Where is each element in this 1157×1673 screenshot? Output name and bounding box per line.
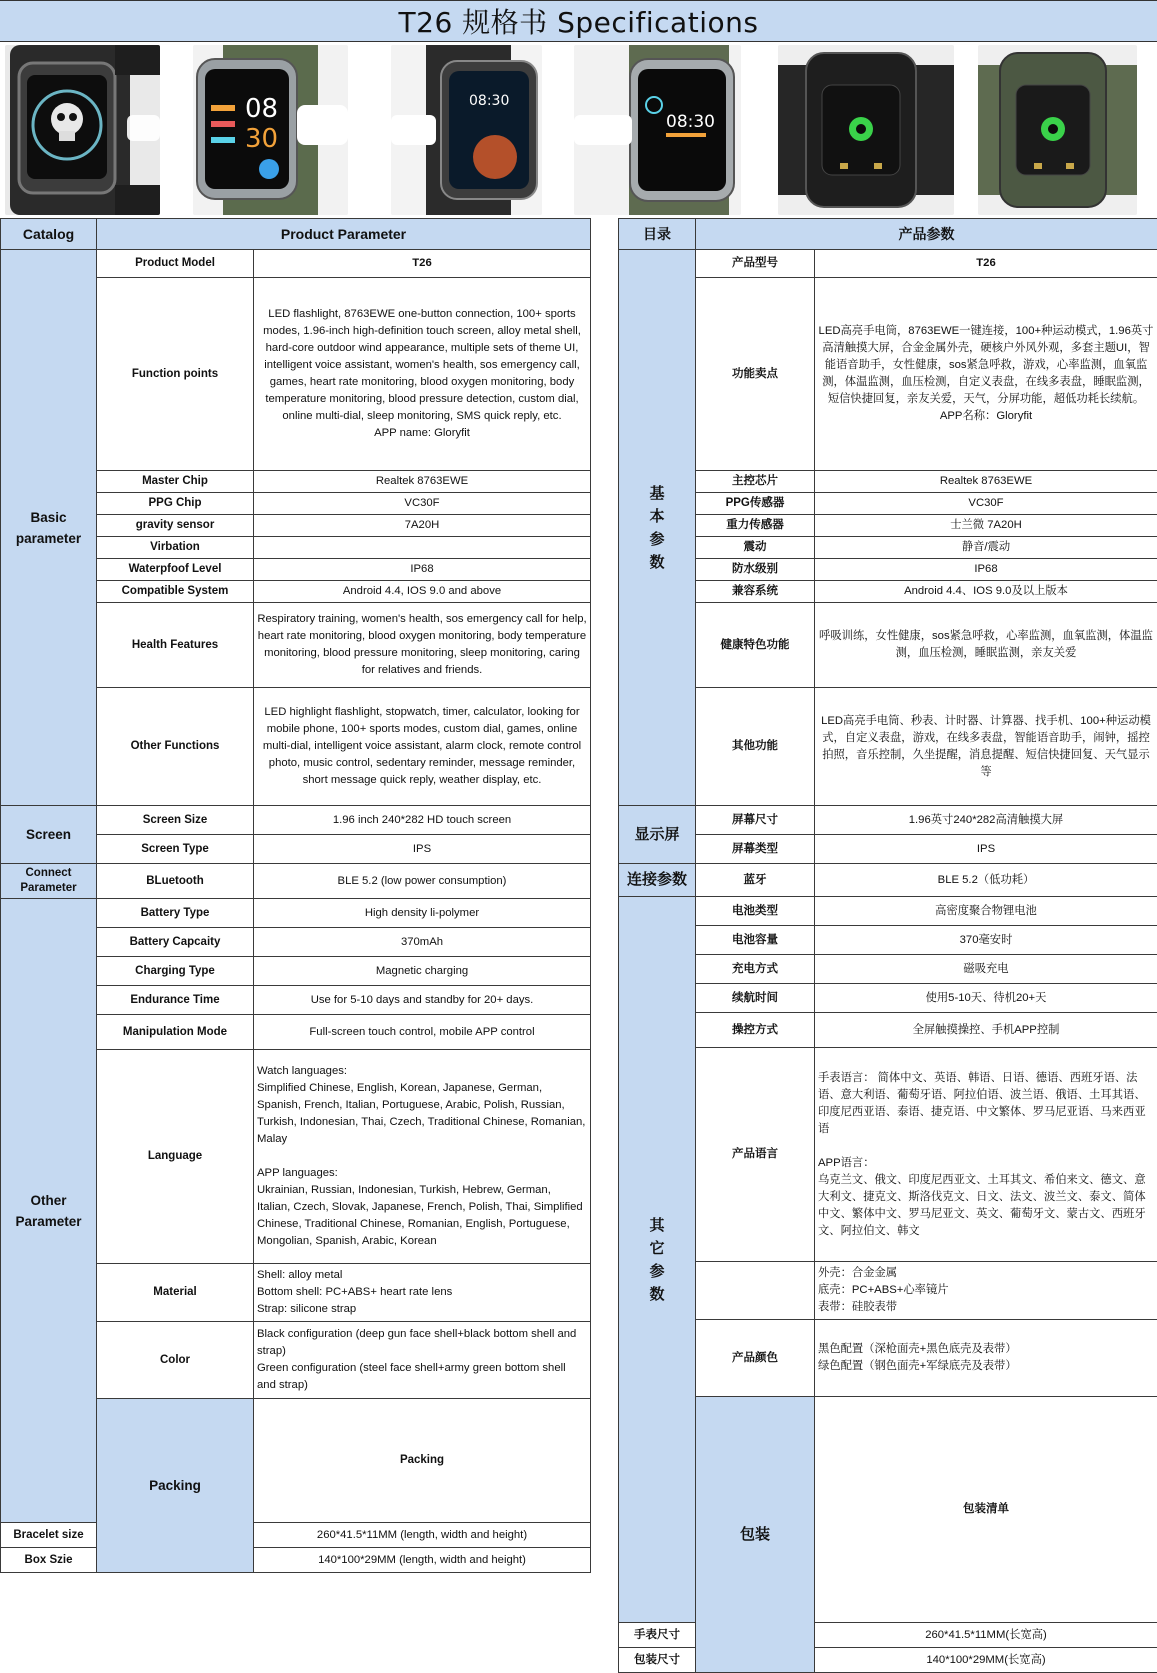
row-label: Virbation xyxy=(97,537,254,559)
row-label: Battery Type xyxy=(97,899,254,928)
category-packing-cn: 包装 xyxy=(696,1397,815,1673)
row-value: 370mAh xyxy=(254,928,591,957)
row-label: 电池容量 xyxy=(696,926,815,955)
watch-photo-green-back xyxy=(978,45,1137,215)
row-value: LED highlight flashlight, stopwatch, timer, calculator, looking for mobile phone, 100+ sports modes, custom dial, games, online multi-dial, intelligent voice assistant, alarm clock, remote control photo, music control, sedentary reminder, message reminder, short message quick reply, weather display, etc. xyxy=(254,688,591,806)
row-value: 手表语言： 简体中文、英语、韩语、日语、德语、西班牙语、法语、意大利语、葡萄牙语、阿拉伯语、波兰语、俄语、土耳其语、印度尼西亚语、泰语、捷克语、中文繁体、罗马尼亚语、马来西亚语 APP语言： 乌克兰文、俄文、印度尼西亚文、土耳其文、希伯来文、德文、意大利文、捷克文、斯洛伐克文、日文、法文、波兰文、泰文、简体中文、繁体中文、罗马尼亚文、英文、葡萄牙文、蒙古文、西班牙文、阿拉伯文、韩文 xyxy=(815,1048,1157,1262)
row-label: 电池类型 xyxy=(696,897,815,926)
row-label: 震动 xyxy=(696,537,815,559)
row-label: 产品颜色 xyxy=(696,1320,815,1397)
row-value: High density li-polymer xyxy=(254,899,591,928)
row-label: Screen Size xyxy=(97,806,254,835)
row-label: Material xyxy=(97,1264,254,1322)
row-label: Function points xyxy=(97,278,254,471)
row-value: 140*100*29MM (length, width and height) xyxy=(254,1548,591,1573)
row-label: gravity sensor xyxy=(97,515,254,537)
page-title: T26 规格书 Specifications xyxy=(0,0,1157,42)
row-value: VC30F xyxy=(815,493,1157,515)
row-value: Black configuration (deep gun face shell+black bottom shell and strap) Green configuration (steel face shell+army green bottom shell and strap) xyxy=(254,1322,591,1399)
row-label: 包装尺寸 xyxy=(619,1648,696,1673)
watch-photo-green-digital xyxy=(193,45,348,215)
spec-table-chinese xyxy=(618,218,1157,1673)
row-value: Watch languages: Simplified Chinese, English, Korean, Japanese, German, Spanish, French, Italian, Portuguese, Arabic, Polish, Russian, Turkish, Indonesian, Thai, Czech, Traditional Chinese, Romanian, Malay APP languages: Ukrainian, Russian, Indonesian, Turkish, Hebrew, German, Italian, Czech, Slovak, Japanese, French, Polish, Thai, Simplified Chinese, Traditional Chinese, Romanian, English, Portuguese, Mongolian, Spanish, Arabic, Korean xyxy=(254,1050,591,1264)
row-label: 主控芯片 xyxy=(696,471,815,493)
row-value: 外壳：合金金属 底壳：PC+ABS+心率镜片 表带：硅胶表带 xyxy=(815,1262,1157,1320)
row-label: 手表尺寸 xyxy=(619,1623,696,1648)
row-label xyxy=(696,1262,815,1320)
row-value: BLE 5.2 (low power consumption) xyxy=(254,864,591,899)
catalog-header: Catalog xyxy=(1,219,97,250)
watch-photo-black-mars xyxy=(391,45,542,215)
row-label: 充电方式 xyxy=(696,955,815,984)
row-value: IP68 xyxy=(815,559,1157,581)
row-value: T26 xyxy=(815,250,1157,278)
spec-table-english xyxy=(0,218,591,1573)
watch-photo-green-hud xyxy=(574,45,741,215)
row-label: 包装清单 xyxy=(815,1397,1157,1623)
row-label: PPG Chip xyxy=(97,493,254,515)
svg-text:08:30: 08:30 xyxy=(666,112,715,132)
product-photo-strip xyxy=(0,42,1157,218)
row-value: Android 4.4、IOS 9.0及以上版本 xyxy=(815,581,1157,603)
row-value: 7A20H xyxy=(254,515,591,537)
row-value: Use for 5-10 days and standby for 20+ days. xyxy=(254,986,591,1015)
row-value: IPS xyxy=(254,835,591,864)
svg-text:08:30: 08:30 xyxy=(469,93,509,109)
row-label: Charging Type xyxy=(97,957,254,986)
row-label: Language xyxy=(97,1050,254,1264)
row-value: IPS xyxy=(815,835,1157,864)
row-label: 屏幕类型 xyxy=(696,835,815,864)
category-screen: Screen xyxy=(1,806,97,864)
row-value: 140*100*29MM(长宽高) xyxy=(815,1648,1157,1673)
row-label: 其他功能 xyxy=(696,688,815,806)
row-label: Master Chip xyxy=(97,471,254,493)
row-label: 健康特色功能 xyxy=(696,603,815,688)
row-label: BLuetooth xyxy=(97,864,254,899)
row-value: LED高亮手电筒、秒表、计时器、计算器、找手机、100+种运动模式，自定义表盘，游戏，在线多表盘，智能语音助手，闹钟，摇控拍照，音乐控制，久坐提醒，消息提醒、短信快捷回复、天气显示等 xyxy=(815,688,1157,806)
row-value: 静音/震动 xyxy=(815,537,1157,559)
row-value: Magnetic charging xyxy=(254,957,591,986)
watch-photo-black-back xyxy=(778,45,954,215)
row-value: Shell: alloy metal Bottom shell: PC+ABS+ heart rate lens Strap: silicone strap xyxy=(254,1264,591,1322)
row-value: 磁吸充电 xyxy=(815,955,1157,984)
row-value: 黑色配置（深枪面壳+黑色底壳及表带） 绿色配置（钢色面壳+军绿底壳及表带） xyxy=(815,1320,1157,1397)
row-label: Waterpfoof Level xyxy=(97,559,254,581)
row-value: 1.96英寸240*282高清触摸大屏 xyxy=(815,806,1157,835)
row-value: 1.96 inch 240*282 HD touch screen xyxy=(254,806,591,835)
row-label: Health Features xyxy=(97,603,254,688)
row-label: Box Szie xyxy=(1,1548,97,1573)
product-parameter-header: Product Parameter xyxy=(97,219,591,250)
row-value: Android 4.4, IOS 9.0 and above xyxy=(254,581,591,603)
row-label: 重力传感器 xyxy=(696,515,815,537)
svg-text:08: 08 xyxy=(245,94,278,124)
row-value: 全屏触摸操控、手机APP控制 xyxy=(815,1013,1157,1048)
row-value: 士兰微 7A20H xyxy=(815,515,1157,537)
category-basic-parameter-cn: 基 本 参 数 xyxy=(619,250,696,806)
row-label: Endurance Time xyxy=(97,986,254,1015)
category-other-parameter: Other Parameter xyxy=(1,899,97,1523)
category-connect-parameter-cn: 连接参数 xyxy=(619,864,696,897)
row-value: Realtek 8763EWE xyxy=(815,471,1157,493)
svg-text:30: 30 xyxy=(245,124,278,154)
product-parameter-header-cn: 产品参数 xyxy=(696,219,1157,250)
row-label: 产品语言 xyxy=(696,1048,815,1262)
row-value: 260*41.5*11MM (length, width and height) xyxy=(254,1523,591,1548)
row-label: Manipulation Mode xyxy=(97,1015,254,1050)
row-label: Battery Capcaity xyxy=(97,928,254,957)
category-packing: Packing xyxy=(97,1399,254,1573)
row-value: 高密度聚合物锂电池 xyxy=(815,897,1157,926)
row-label: Other Functions xyxy=(97,688,254,806)
row-label: PPG传感器 xyxy=(696,493,815,515)
row-value: 呼吸训练，女性健康，sos紧急呼救，心率监测，血氧监测，体温监测，血压检测，睡眠监测，亲友关爱 xyxy=(815,603,1157,688)
row-label: Compatible System xyxy=(97,581,254,603)
row-value: IP68 xyxy=(254,559,591,581)
row-value: Realtek 8763EWE xyxy=(254,471,591,493)
row-value: VC30F xyxy=(254,493,591,515)
category-connect-parameter: Connect Parameter xyxy=(1,864,97,899)
row-value: 370毫安时 xyxy=(815,926,1157,955)
row-value: 260*41.5*11MM(长宽高) xyxy=(815,1623,1157,1648)
row-value: Full-screen touch control, mobile APP control xyxy=(254,1015,591,1050)
row-label: 产品型号 xyxy=(696,250,815,278)
row-value: T26 xyxy=(254,250,591,278)
row-value: LED flashlight, 8763EWE one-button connection, 100+ sports modes, 1.96-inch high-definition touch screen, alloy metal shell, hard-core outdoor wind appearance, multiple sets of theme UI, intelligent voice assistant, women's health, sos emergency call, games, heart rate monitoring, blood oxygen monitoring, body temperature monitoring, blood pressure detection, custom dial, online multi-dial, sleep monitoring, SMS quick reply, etc. APP name: Gloryfit xyxy=(254,278,591,471)
row-label: 蓝牙 xyxy=(696,864,815,897)
row-label: 兼容系统 xyxy=(696,581,815,603)
row-value: Respiratory training, women's health, sos emergency call for help, heart rate monitoring, blood oxygen monitoring, body temperature monitoring, blood pressure monitoring, sleep monitoring, caring for relatives and friends. xyxy=(254,603,591,688)
row-value: BLE 5.2（低功耗） xyxy=(815,864,1157,897)
row-label: Product Model xyxy=(97,250,254,278)
row-value: LED高亮手电筒，8763EWE一键连接，100+种运动模式，1.96英寸高清触摸大屏，合金金属外壳，硬核户外风外观，多套主题UI，智能语音助手，女性健康，sos紧急呼救，游戏，心率监测，血氧监测，体温监测，血压检测，自定义表盘，在线多表盘，睡眠监测，短信快捷回复，亲友关爱，天气，分屏功能，超低功耗长续航。 APP名称：Gloryfit xyxy=(815,278,1157,471)
category-basic-parameter: Basic parameter xyxy=(1,250,97,806)
row-value xyxy=(254,537,591,559)
catalog-header-cn: 目录 xyxy=(619,219,696,250)
row-label: Screen Type xyxy=(97,835,254,864)
row-label: 屏幕尺寸 xyxy=(696,806,815,835)
row-label: 防水级别 xyxy=(696,559,815,581)
row-label: 功能卖点 xyxy=(696,278,815,471)
category-screen-cn: 显示屏 xyxy=(619,806,696,864)
category-other-parameter-cn: 其 它 参 数 xyxy=(619,897,696,1623)
row-label: 续航时间 xyxy=(696,984,815,1013)
row-label: Color xyxy=(97,1322,254,1399)
watch-photo-skull-face xyxy=(5,45,160,215)
row-label: Bracelet size xyxy=(1,1523,97,1548)
row-value: 使用5-10天、待机20+天 xyxy=(815,984,1157,1013)
row-label: Packing xyxy=(254,1399,591,1523)
row-label: 操控方式 xyxy=(696,1013,815,1048)
